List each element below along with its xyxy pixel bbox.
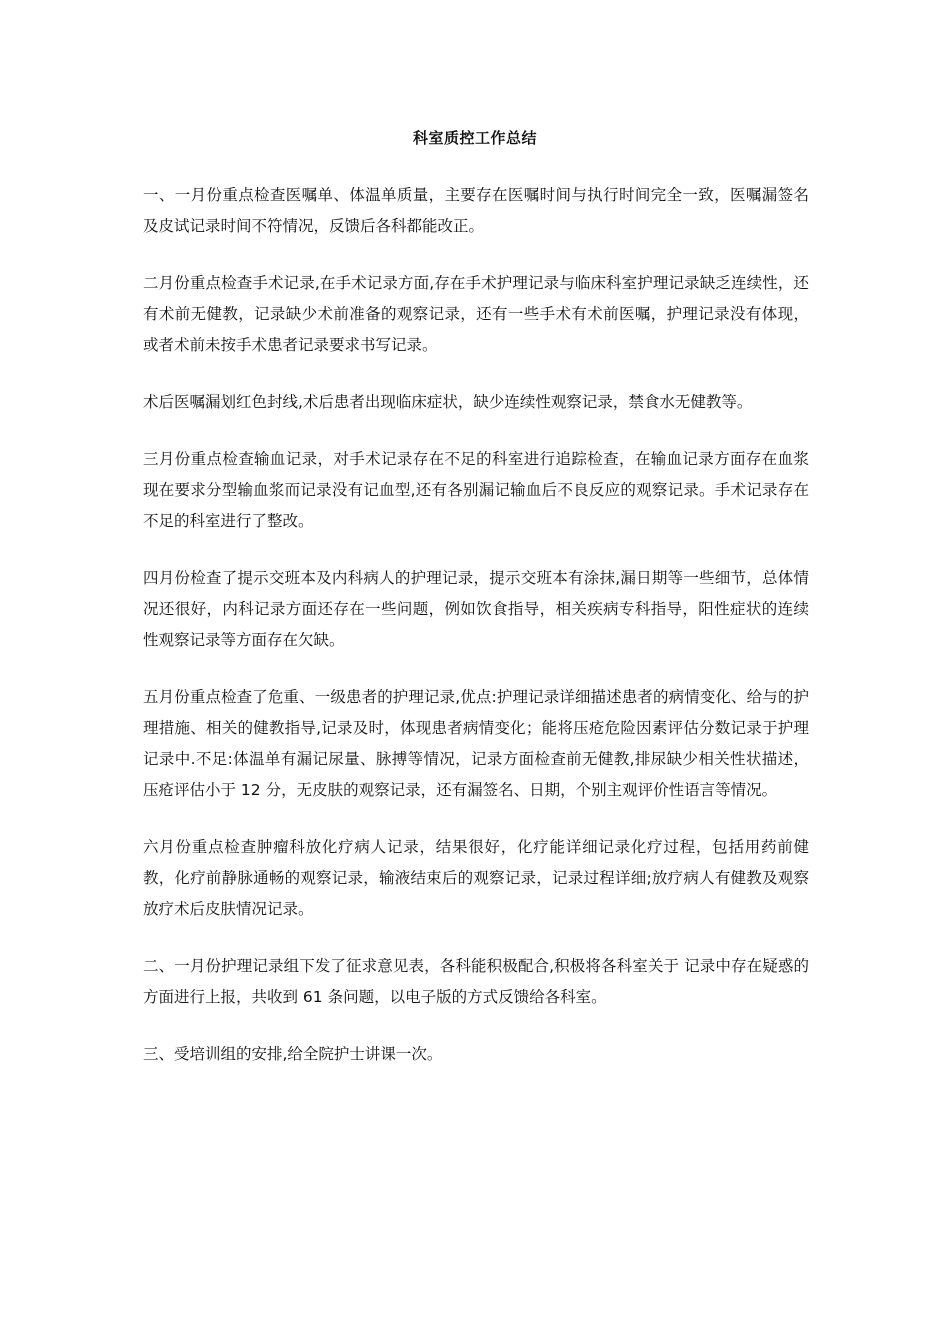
paragraph-april-check: 四月份检查了提示交班本及内科病人的护理记录，提示交班本有涂抹,漏日期等一些细节，总体情况还很好，内科记录方面还存在一些问题，例如饮食指导，相关疾病专科指导，阳性症状的连续性观察记录等方面存在欠缺。 xyxy=(143,569,809,649)
paragraph-may-check: 五月份重点检查了危重、一级患者的护理记录,优点:护理记录详细描述患者的病情变化、给与的护理措施、相关的健教指导,记录及时，体现患者病情变化；能将压疮危险因素评估分数记录于护理记录中.不足:体温单有漏记尿量、脉搏等情况，记录方面检查前无健教,排尿缺少相关性状描述，压疮评估小于 12 分，无皮肤的观察记录，还有漏签名、日期，个别主观评价性语言等情况。 xyxy=(143,688,809,799)
paragraph-training: 三、受培训组的安排,给全院护士讲课一次。 xyxy=(143,1045,443,1063)
paragraph-march-check: 三月份重点检查输血记录，对手术记录存在不足的科室进行追踪检查，在输血记录方面存在血浆现在要求分型输血浆而记录没有记血型,还有各别漏记输血后不良反应的观察记录。手术记录存在不足的科室进行了整改。 xyxy=(143,450,809,530)
document-body xyxy=(143,180,809,1096)
paragraph-feedback-survey: 二、一月份护理记录组下发了征求意见表，各科能积极配合,积极将各科室关于 记录中存在疑惑的方面进行上报，共收到 61 条问题，以电子版的方式反馈给各科室。 xyxy=(143,957,809,1006)
document-title: 科室质控工作总结 xyxy=(412,129,537,147)
paragraph-june-check: 六月份重点检查肿瘤科放化疗病人记录，结果很好，化疗能详细记录化疗过程，包括用药前健教，化疗前静脉通畅的观察记录，输液结束后的观察记录，记录过程详细;放疗病人有健教及观察放疗术后皮肤情况记录。 xyxy=(143,838,809,918)
paragraph-january-check: 一、一月份重点检查医嘱单、体温单质量，主要存在医嘱时间与执行时间完全一致，医嘱漏签名及皮试记录时间不符情况，反馈后各科都能改正。 xyxy=(143,186,809,235)
paragraph-postoperative: 术后医嘱漏划红色封线,术后患者出现临床症状，缺少连续性观察记录，禁食水无健教等。 xyxy=(143,393,753,411)
paragraph-february-check: 二月份重点检查手术记录,在手术记录方面,存在手术护理记录与临床科室护理记录缺乏连续性，还有术前无健教，记录缺少术前准备的观察记录，还有一些手术有术前医嘱，护理记录没有体现，或者术前未按手术患者记录要求书写记录。 xyxy=(143,274,809,354)
